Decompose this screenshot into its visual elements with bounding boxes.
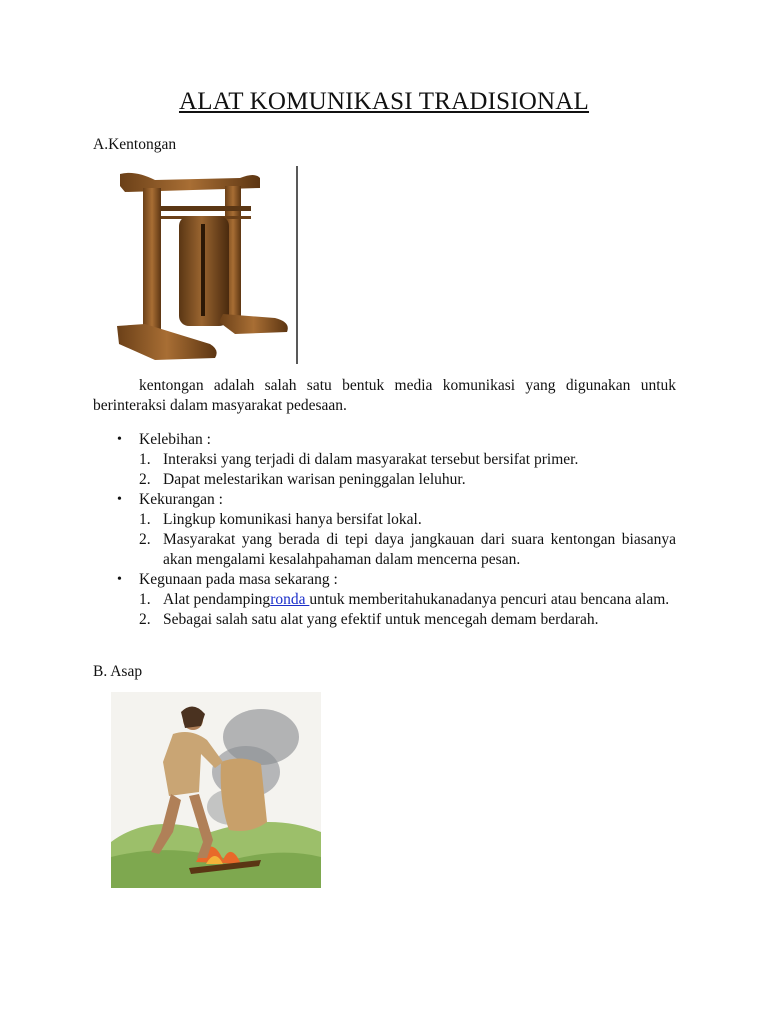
list-item [93, 530, 676, 570]
list-text: Lingkup komunikasi hanya bersifat lokal. [163, 511, 422, 528]
bullet-kekurangan [93, 490, 676, 510]
list-number: 1. [139, 451, 151, 468]
smoke-signal-illustration [111, 692, 321, 888]
list-number: 1. [139, 591, 151, 608]
bullet-icon: • [117, 432, 122, 447]
list-text: Sebagai salah satu alat yang efektif untuk mencegah demam berdarah. [163, 611, 599, 628]
bullet-icon: • [117, 492, 122, 507]
bullet-label: Kelebihan : [139, 431, 211, 448]
list-text: untuk memberitahukanadanya pencuri atau bencana alam. [309, 591, 670, 608]
bullet-label: Kekurangan : [139, 491, 223, 508]
kelebihan-list [93, 450, 676, 490]
kekurangan-list [93, 510, 676, 570]
list-number: 2. [139, 471, 151, 488]
list-number: 2. [139, 531, 151, 548]
bullet-kelebihan [93, 430, 676, 450]
list-item [93, 590, 676, 610]
page-title: ALAT KOMUNIKASI TRADISIONAL [178, 88, 590, 115]
section-heading-asap: B. Asap [93, 663, 143, 680]
ronda-link[interactable]: ronda [270, 591, 310, 608]
bullet-label: Kegunaan pada masa sekarang : [139, 571, 338, 588]
list-item [93, 450, 676, 470]
kegunaan-list [93, 590, 676, 630]
list-text: Interaksi yang terjadi di dalam masyarakat tersebut bersifat primer. [163, 451, 579, 468]
list-text: Alat pendamping [163, 591, 271, 608]
kentongan-illustration [115, 166, 300, 366]
bullet-kegunaan [93, 570, 676, 590]
list-item [93, 470, 676, 490]
list-text: Masyarakat yang berada di tepi daya jangkauan dari suara kentongan biasanya akan mengalami kesalahpahaman dalam mencerna pesan. [163, 531, 676, 568]
list-item [93, 510, 676, 530]
list-text: Dapat melestarikan warisan peninggalan leluhur. [163, 471, 466, 488]
kentongan-description: kentongan adalah salah satu bentuk media komunikasi yang digunakan untuk berinteraksi dalam masyarakat pedesaan. [93, 377, 676, 414]
bullet-list [93, 430, 676, 630]
bullet-icon: • [117, 572, 122, 587]
list-item [93, 610, 676, 630]
list-number: 1. [139, 511, 151, 528]
section-heading-kentongan: A.Kentongan [93, 136, 177, 153]
list-number: 2. [139, 611, 151, 628]
